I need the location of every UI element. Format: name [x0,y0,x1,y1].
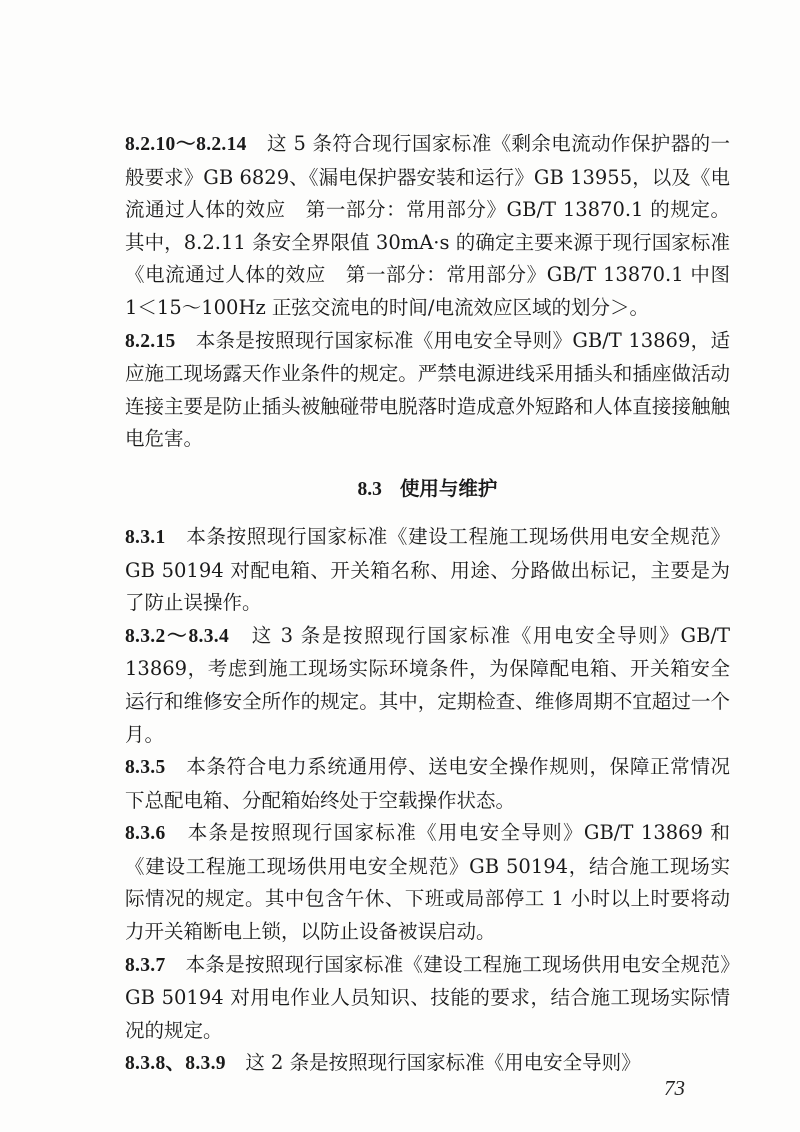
clause-text: 本条按照现行国家标准《建设工程施工现场供用电安全规范》GB 50194 对配电箱、开关箱名称、用途、分路做出标记，主要是为了防止误操作。 [125,524,730,615]
clause-number: 8.3.8、8.3.9 [125,1053,226,1075]
section-number: 8.3 [357,478,382,500]
section-heading [125,472,730,507]
clause-text: 本条是按照现行国家标准《用电安全导则》GB/T 13869，适应施工现场露天作业条件的规定。严禁电源进线采用插头和插座做活动连接主要是防止插头被触碰带电脱落时造成意外短路和人体直接接触触电危害。 [125,328,730,451]
clause-number: 8.3.2～8.3.4 [125,625,229,647]
paragraph-8-3-1 [125,521,730,620]
clause-text: 这 3 条是按照现行国家标准《用电安全导则》GB/T 13869，考虑到施工现场实际环境条件，为保障配电箱、开关箱安全运行和维修安全所作的规定。其中，定期检查、维修周期不宜超过一个月。 [125,623,730,746]
paragraph-8-2-10-14 [125,128,730,325]
paragraph-8-3-2-4 [125,620,730,751]
clause-number: 8.3.1 [125,526,166,548]
clause-number: 8.3.6 [125,823,166,845]
clause-number: 8.2.10～8.2.14 [125,134,247,155]
clause-number: 8.3.5 [125,757,166,779]
clause-text: 本条是按照现行国家标准《建设工程施工现场供用电安全规范》GB 50194 对用电作业人员知识、技能的要求，结合施工现场实际情况的规定。 [125,952,730,1042]
paragraph-8-3-8-9 [125,1047,730,1081]
clause-text: 这 5 条符合现行国家标准《剩余电流动作保护器的一般要求》GB 6829、《漏电保护器安装和运行》GB 13955，以及《电流通过人体的效应 第一部分：常用部分》GB/T 13870.1 的规定。其中，8.2.11 条安全界限值 30mA·s 的确定主要来源于现行国家标准《电流通过人体的效应 第一部分：常用部分》GB/T 13870.1 中图 1＜15～100Hz 正弦交流电的时间/电流效应区域的划分＞。 [125,132,730,319]
clause-text: 本条是按照现行国家标准《用电安全导则》GB/T 13869 和《建设工程施工现场供用电安全规范》GB 50194，结合施工现场实际情况的规定。其中包含午休、下班或局部停工 1 小时以上时要将动力开关箱断电上锁，以防止设备被误启动。 [125,821,730,944]
clause-text: 这 2 条是按照现行国家标准《用电安全导则》 [225,1051,641,1075]
page-number: 73 [664,1076,685,1100]
section-title: 使用与维护 [399,476,498,500]
paragraph-8-3-5 [125,751,730,817]
clause-number: 8.2.15 [125,330,176,352]
clause-text: 本条符合电力系统通用停、送电安全操作规则，保障正常情况下总配电箱、分配箱始终处于空载操作状态。 [125,755,730,812]
paragraph-8-3-6 [125,817,730,948]
paragraph-8-3-7 [125,949,730,1048]
paragraph-8-2-15 [125,325,730,456]
page-body [125,128,730,1081]
clause-number: 8.3.7 [125,954,166,976]
